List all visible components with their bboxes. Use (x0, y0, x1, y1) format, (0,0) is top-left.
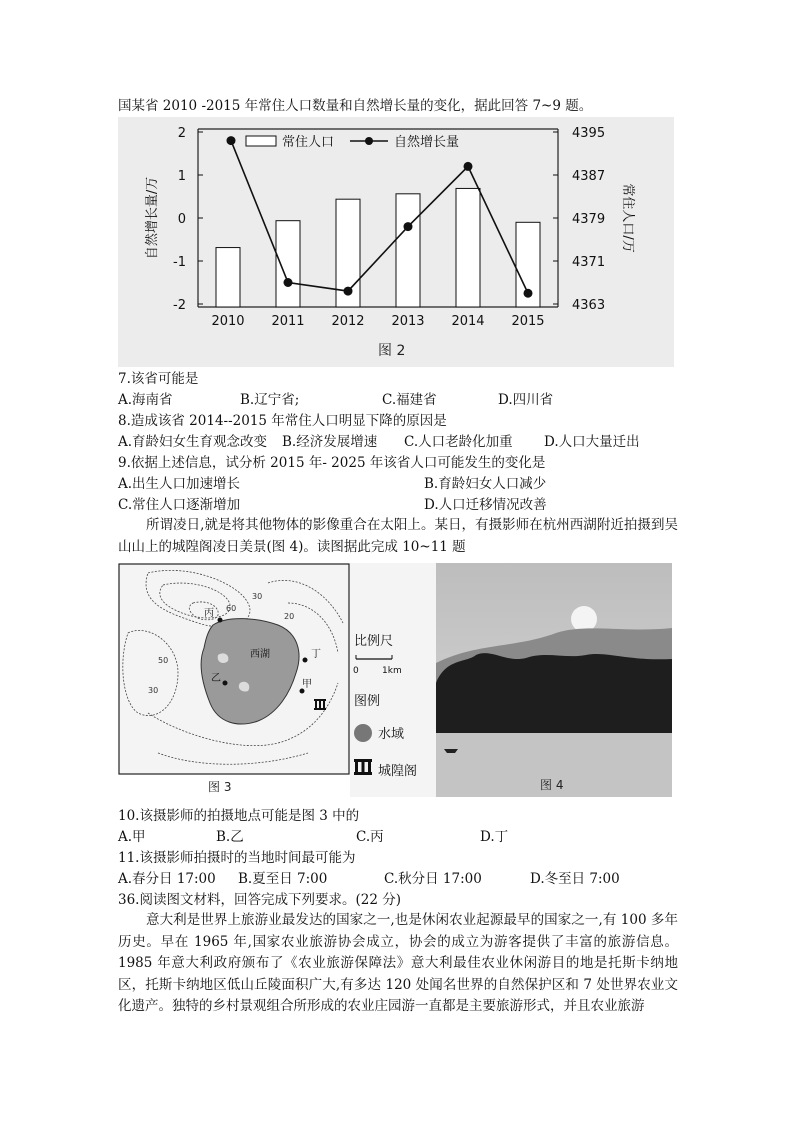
bars-layer (216, 188, 540, 307)
west-lake-map (118, 563, 350, 797)
map-legend (350, 563, 436, 797)
population-bar-2013 (396, 194, 420, 307)
legend-water-label: 水域 (378, 727, 405, 742)
passage-transit: 所谓凌日,就是将其他物体的影像重合在太阳上。某日，有摄影师在杭州西湖附近拍摄到吴山山上的城隍阁凌日美景(图 4)。读图据此完成 10~11 题 (118, 517, 678, 555)
point-bing-label: 丙 (204, 608, 214, 619)
right-axis-label: 常住人口/万 (620, 183, 635, 253)
chart-svg (118, 117, 674, 367)
x-tick-label-2012: 2012 (331, 314, 365, 329)
growth-point-2012 (344, 287, 353, 296)
left-tick-label: 0 (177, 212, 186, 227)
population-bar-2014 (456, 188, 480, 307)
legend-svg (350, 563, 436, 797)
population-bar-2010 (216, 248, 240, 307)
q9-option-b: B.育龄妇女人口减少 (424, 476, 547, 492)
left-tick-label: -2 (173, 298, 186, 313)
q9-option-c: C.常住人口逐渐增加 (118, 497, 241, 513)
legend-building-label: 城隍阁 (378, 764, 418, 779)
q10-option-b: B.乙 (216, 829, 244, 845)
q9-stem: 9.依据上述信息，试分析 2015 年- 2025 年该省人口可能发生的变化是 (118, 455, 546, 471)
contour-label-3: 20 (284, 612, 295, 621)
left-axis-label: 自然增长量/万 (145, 176, 160, 260)
scale-title: 比例尺 (354, 634, 394, 649)
x-tick-label-2014: 2014 (451, 314, 485, 329)
sun-shape (571, 606, 597, 632)
legend-line-label: 自然增长量 (394, 135, 460, 150)
x-tick-label-2010: 2010 (211, 314, 245, 329)
contour-label-4: 50 (158, 656, 169, 665)
pavilion-legend-icon (354, 759, 372, 775)
left-tick-label: 2 (177, 126, 186, 141)
point-jia-label: 甲 (302, 679, 312, 690)
city-god-pavilion-icon (314, 699, 326, 710)
right-tick-label: 4395 (572, 126, 606, 141)
point-ding-marker (303, 658, 308, 663)
q8-option-c: C.人口老龄化加重 (404, 434, 513, 450)
right-tick-label: 4371 (572, 255, 606, 270)
point-bing-marker (218, 618, 223, 623)
passage-italy: 意大利是世界上旅游业最发达的国家之一,也是休闲农业起源最早的国家之一,有 100 多年历史。早在 1965 年,国家农业旅游协会成立，协会的成立为游客提供了丰富的旅游信息。1985 年意大利政府颁布了《农业旅游保障法》意大利最佳农业休闲游目的地是托斯卡纳地区，托斯卡纳地区低山丘陵面积广大,有多达 120 处闻名世界的自然保护区和 7 处世界农业文化遗产。独特的乡村景观组合所形成的农业庄园游一直都是主要旅游形式，并且农业旅游 (118, 912, 678, 1015)
q7-option-b: B.辽宁省; (240, 392, 300, 408)
x-ticks (211, 314, 544, 329)
legend-bar-swatch (246, 136, 276, 146)
q8-option-b: B.经济发展增速 (282, 434, 378, 450)
point-ding-label: 丁 (311, 649, 321, 660)
growth-point-2011 (284, 278, 293, 287)
q7-option-d: D.四川省 (498, 392, 554, 408)
q10-option-c: C.丙 (356, 829, 384, 845)
growth-point-2010 (227, 136, 236, 145)
q9-option-d: D.人口迁移情况改善 (424, 497, 547, 513)
right-tick-label: 4387 (572, 169, 606, 184)
point-yi-marker (223, 681, 228, 686)
caption-fig4: 图 4 (540, 778, 564, 792)
q11-option-b: B.夏至日 7:00 (238, 871, 328, 887)
point-yi-label: 乙 (211, 673, 221, 684)
left-tick-label: -1 (173, 255, 186, 270)
contour-label-5: 30 (148, 686, 159, 695)
right-tick-label: 4363 (572, 298, 606, 313)
q7-option-a: A.海南省 (118, 392, 173, 408)
q8-option-d: D.人口大量迁出 (544, 434, 640, 450)
transit-photo (436, 563, 672, 797)
q10-stem: 10.该摄影师的拍摄地点可能是图 3 中的 (118, 808, 360, 824)
q11-option-a: A.春分日 17:00 (118, 871, 216, 887)
x-tick-label-2011: 2011 (271, 314, 305, 329)
legend-title: 图例 (354, 694, 381, 709)
growth-point-2015 (524, 289, 533, 298)
water-swatch-icon (354, 724, 372, 742)
q10-option-a: A.甲 (118, 829, 146, 845)
scale-zero: 0 (353, 666, 359, 676)
left-tick-label: 1 (177, 169, 186, 184)
points-layer (227, 136, 533, 298)
map-svg (118, 563, 350, 797)
legend-line-marker (365, 137, 373, 145)
right-ticks (553, 126, 605, 313)
q9-option-a: A.出生人口加速增长 (118, 476, 241, 492)
q7-stem: 7.该省可能是 (118, 371, 199, 387)
right-tick-label: 4379 (572, 212, 606, 227)
contour-label-2: 30 (252, 592, 263, 601)
scale-1km: 1km (382, 666, 402, 676)
chart-legend (246, 134, 459, 150)
q11-option-c: C.秋分日 17:00 (384, 871, 482, 887)
population-bar-2011 (276, 221, 300, 307)
chart-caption: 图 2 (378, 343, 406, 359)
q11-stem: 11.该摄影师拍摄时的当地时间最可能为 (118, 850, 356, 866)
q8-option-a: A.育龄妇女生育观念改变 (118, 434, 268, 450)
tree-line (436, 653, 672, 733)
q7-option-c: C.福建省 (382, 392, 437, 408)
q36-stem: 36.阅读图文材料，回答完成下列要求。(22 分) (118, 892, 401, 908)
q10-option-d: D.丁 (480, 829, 509, 845)
q8-stem: 8.造成该省 2014--2015 年常住人口明显下降的原因是 (118, 413, 447, 429)
growth-point-2013 (404, 222, 413, 231)
photo-svg (436, 563, 672, 797)
caption-fig3: 图 3 (208, 780, 232, 794)
growth-point-2014 (464, 162, 473, 171)
x-tick-label-2015: 2015 (511, 314, 545, 329)
x-tick-label-2013: 2013 (391, 314, 425, 329)
intro-text: 国某省 2010 -2015 年常住人口数量和自然增长量的变化，据此回答 7~9 题。 (118, 98, 593, 114)
contour-label-1: 60 (226, 604, 237, 613)
lake-label: 西湖 (250, 649, 270, 660)
population-chart (118, 117, 674, 367)
legend-bar-label: 常住人口 (282, 135, 335, 150)
q11-option-d: D.冬至日 7:00 (530, 871, 620, 887)
